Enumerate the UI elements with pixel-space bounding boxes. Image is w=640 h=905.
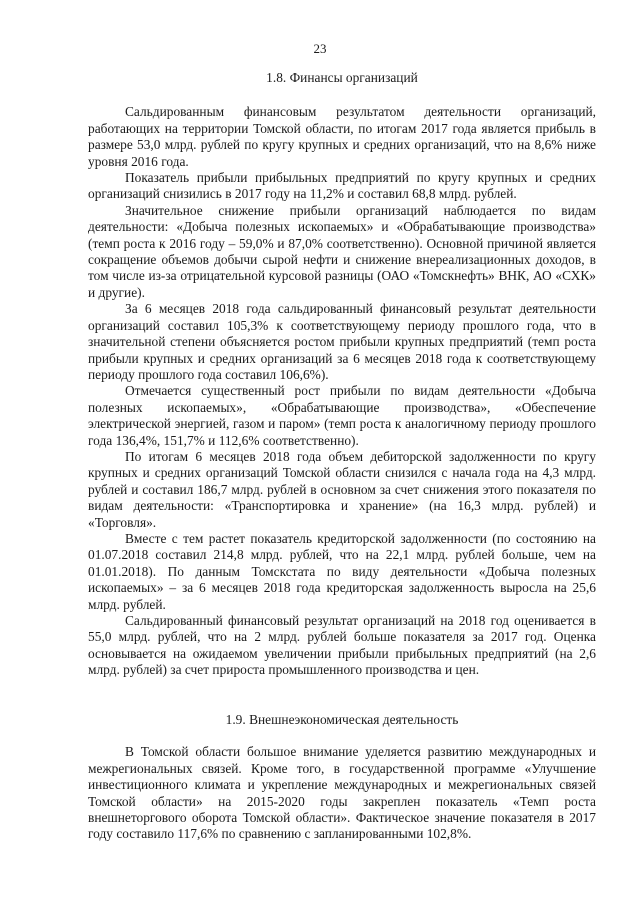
paragraph: Вместе с тем растет показатель кредиторской задолженности (по состоянию на 01.07.2018 составил 214,8 млрд. рублей, что на 22,1 млрд. рублей больше, чем на 01.01.2018). По данным Томскстата по виду деятельности «Добыча полезных ископаемых» – за 6 месяцев 2018 года кредиторская задолженность выросла на 25,6 млрд. рублей.	[88, 530, 596, 612]
paragraph: Сальдированный финансовый результат организаций на 2018 год оценивается в 55,0 млрд. рублей, что на 2 млрд. рублей больше показателя за 2017 год. Оценка основывается на ожидаемом увеличении прибыли прибыльных предприятий (на 2,6 млрд. рублей) за счет прироста промышленного производства и цен.	[88, 613, 596, 678]
section-title-foreign-economic-activity: 1.9. Внешнеэкономическая деятельность	[225, 712, 459, 727]
paragraph: Сальдированным финансовым результатом деятельности организаций, работающих на территории Томской области, по итогам 2017 года является прибыль в размере 53,0 млрд. рублей по кругу крупных и средних организаций, что на 8,6% ниже уровня 2016 года.	[88, 104, 596, 169]
paragraph: Отмечается существенный рост прибыли по видам деятельности «Добыча полезных ископаемых», «Обрабатывающие производства», «Обеспечение электрической энергией, газом и паром» (темп роста к аналогичному периоду прошлого года 136,4%, 151,7% и 112,6% соответственно).	[88, 383, 596, 448]
section-foreign-economic-activity	[88, 712, 596, 843]
section-finances	[88, 70, 596, 679]
section-title-finances: 1.8. Финансы организаций	[266, 70, 418, 85]
paragraph: Показатель прибыли прибыльных предприятий по кругу крупных и средних организаций снизились в 2017 году на 11,2% и составил 68,8 млрд. рублей.	[88, 170, 596, 202]
paragraph: За 6 месяцев 2018 года сальдированный финансовый результат деятельности организаций составил 105,3% к соответствующему периоду прошлого года, что в значительной степени объясняется ростом прибыли крупных предприятий (темп роста прибыли крупных и средних организаций за 6 месяцев 2018 года к соответствующему периоду прошлого года составил 106,6%).	[88, 301, 596, 382]
paragraph: Значительное снижение прибыли организаций наблюдается по видам деятельности: «Добыча полезных ископаемых» и «Обрабатывающие производства» (темп роста к 2016 году – 59,0% и 87,0% соответственно). Основной причиной является сокращение объемов добычи сырой нефти и снижение внереализационных доходов, в том числе из-за отрицательной курсовой разницы (ОАО «Томскнефть» ВНК, АО «СХК» и другие).	[88, 202, 596, 300]
paragraph: По итогам 6 месяцев 2018 года объем дебиторской задолженности по кругу крупных и средних организаций Томской области снизился с начала года на 4,3 млрд. рублей и составил 186,7 млрд. рублей в основном за счет снижения этого показателя по видам деятельности: «Транспортировка и хранение» (на 16,3 млрд. рублей) и «Торговля».	[88, 448, 596, 530]
page-number: 23	[313, 41, 327, 56]
paragraph: В Томской области большое внимание уделяется развитию международных и межрегиональных связей. Кроме того, в государственной программе «Улучшение инвестиционного климата и укрепление международных и межрегиональных связей Томской области» на 2015-2020 годы закреплен показатель «Темп роста внешнеторгового оборота Томской области». Фактическое значение показателя в 2017 году составило 117,6% по сравнению с запланированными 102,8%.	[88, 744, 596, 842]
